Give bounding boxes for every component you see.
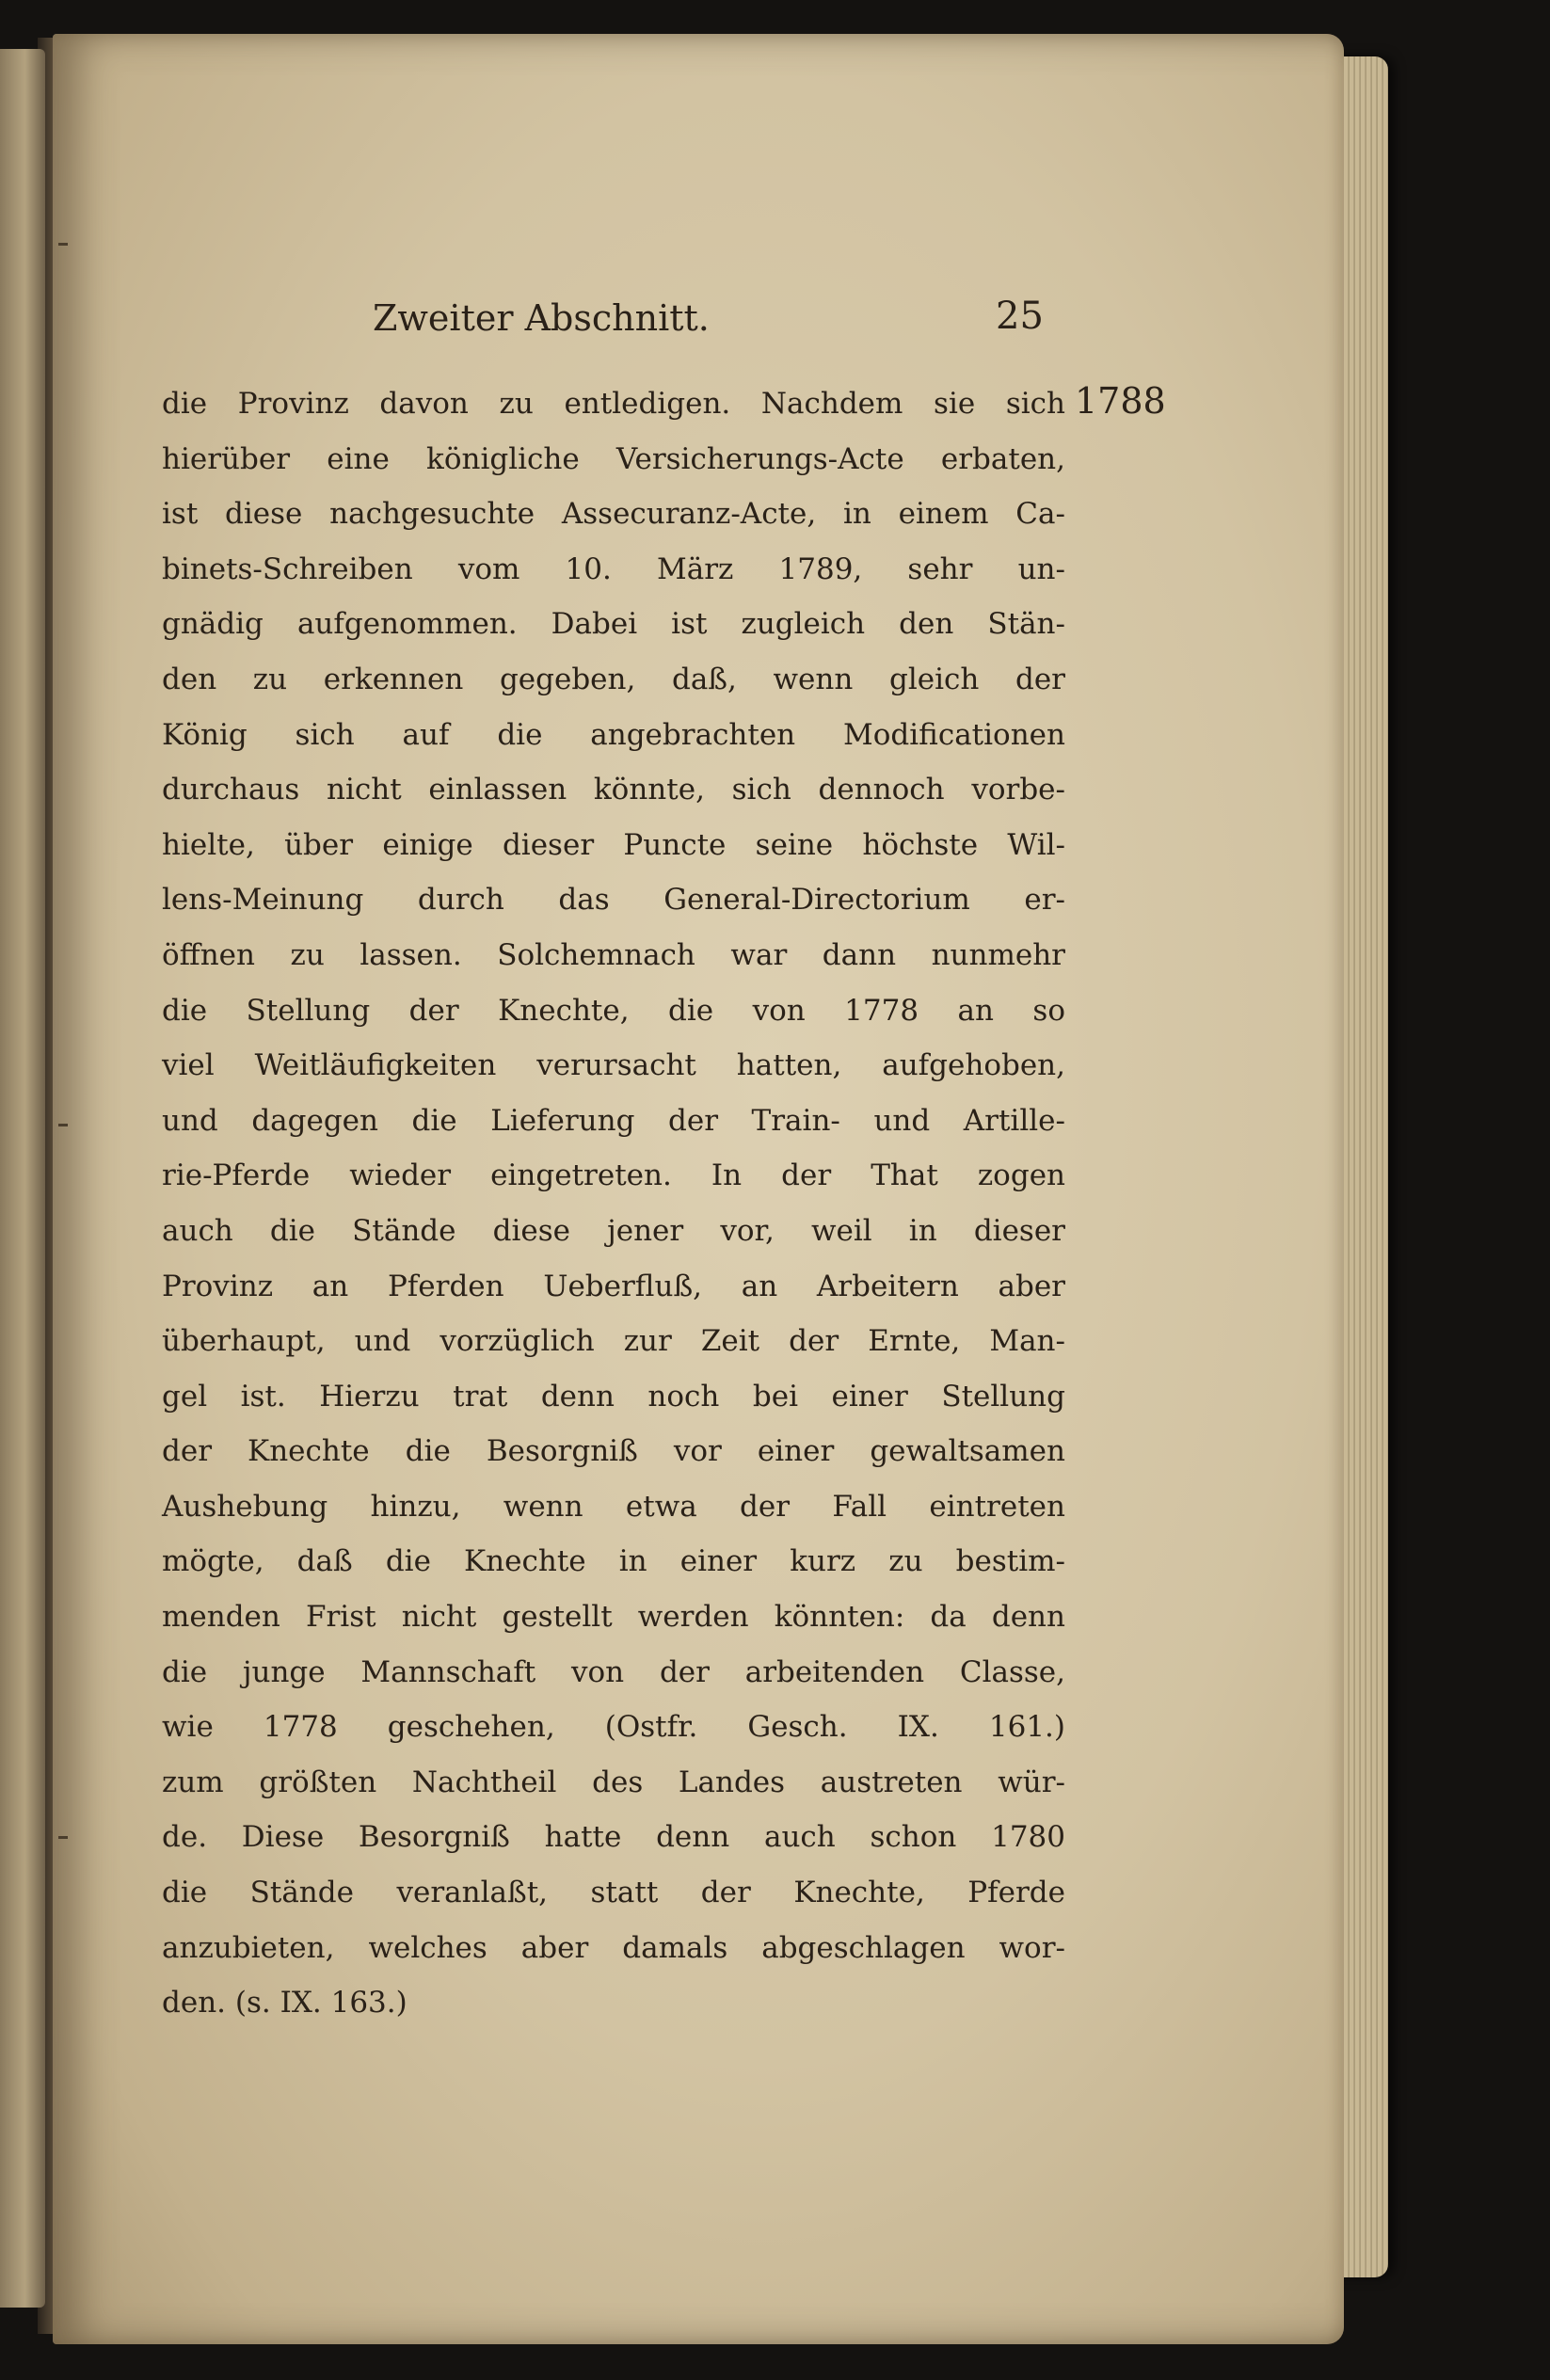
book-page [53,34,1344,2344]
margin-mark [58,1836,68,1839]
text-line: wie 1778 geschehen, (Ostfr. Gesch. IX. 161.) [162,1710,1065,1745]
text-line: lens-Meinung durch das General-Directorium er- [162,883,1065,918]
text-line: Aushebung hinzu, wenn etwa der Fall eintreten [162,1489,1065,1524]
text-line: gnädig aufgenommen. Dabei ist zugleich den Stän- [162,607,1065,642]
text-line: zum größten Nachtheil des Landes austreten wür- [162,1765,1065,1799]
text-line: und dagegen die Lieferung der Train- und Artille- [162,1103,1065,1138]
text-line: auch die Stände diese jener vor, weil in dieser [162,1213,1065,1248]
text-line: mögte, daß die Knechte in einer kurz zu bestim- [162,1544,1065,1579]
facing-page-edge [0,49,45,2308]
text-line: den zu erkennen gegeben, daß, wenn gleich der [162,662,1065,696]
text-line: binets-Schreiben vom 10. März 1789, sehr un- [162,551,1065,586]
margin-mark [58,1124,68,1126]
text-line: gel ist. Hierzu trat denn noch bei einer Stellung [162,1379,1065,1414]
page-number: 25 [996,295,1044,338]
margin-year-note: 1788 [1075,380,1166,422]
text-line: Provinz an Pferden Ueberfluß, an Arbeitern aber [162,1269,1065,1303]
running-head [373,290,1050,346]
text-line: König sich auf die angebrachten Modificationen [162,717,1065,752]
text-line: hierüber eine königliche Versicherungs-Acte erbaten, [162,441,1065,476]
body-text [162,376,1065,2031]
text-line: die Stellung der Knechte, die von 1778 an so [162,993,1065,1028]
running-title: Zweiter Abschnitt. [373,297,710,339]
margin-mark [58,243,68,246]
text-line: anzubieten, welches aber damals abgeschlagen wor- [162,1930,1065,1965]
text-line: öffnen zu lassen. Solchemnach war dann nunmehr [162,937,1065,972]
text-line: viel Weitläufigkeiten verursacht hatten, aufgehoben, [162,1048,1065,1083]
text-line: die junge Mannschaft von der arbeitenden Classe, [162,1654,1065,1689]
text-line: der Knechte die Besorgniß vor einer gewaltsamen [162,1434,1065,1469]
text-line: ist diese nachgesuchte Assecuranz-Acte, in einem Ca- [162,497,1065,532]
text-line: überhaupt, und vorzüglich zur Zeit der Ernte, Man- [162,1324,1065,1359]
text-line: menden Frist nicht gestellt werden könnten: da denn [162,1600,1065,1635]
text-line: die Stände veranlaßt, statt der Knechte, Pferde [162,1876,1065,1910]
text-line: den. (s. IX. 163.) [162,1986,407,2021]
text-line: rie-Pferde wieder eingetreten. In der That zogen [162,1158,1065,1193]
text-line: de. Diese Besorgniß hatte denn auch schon 1780 [162,1820,1065,1855]
text-line: durchaus nicht einlassen könnte, sich dennoch vorbe- [162,773,1065,807]
text-line: die Provinz davon zu entledigen. Nachdem sie sich [162,387,1065,421]
text-line: hielte, über einige dieser Puncte seine höchste Wil- [162,827,1065,862]
